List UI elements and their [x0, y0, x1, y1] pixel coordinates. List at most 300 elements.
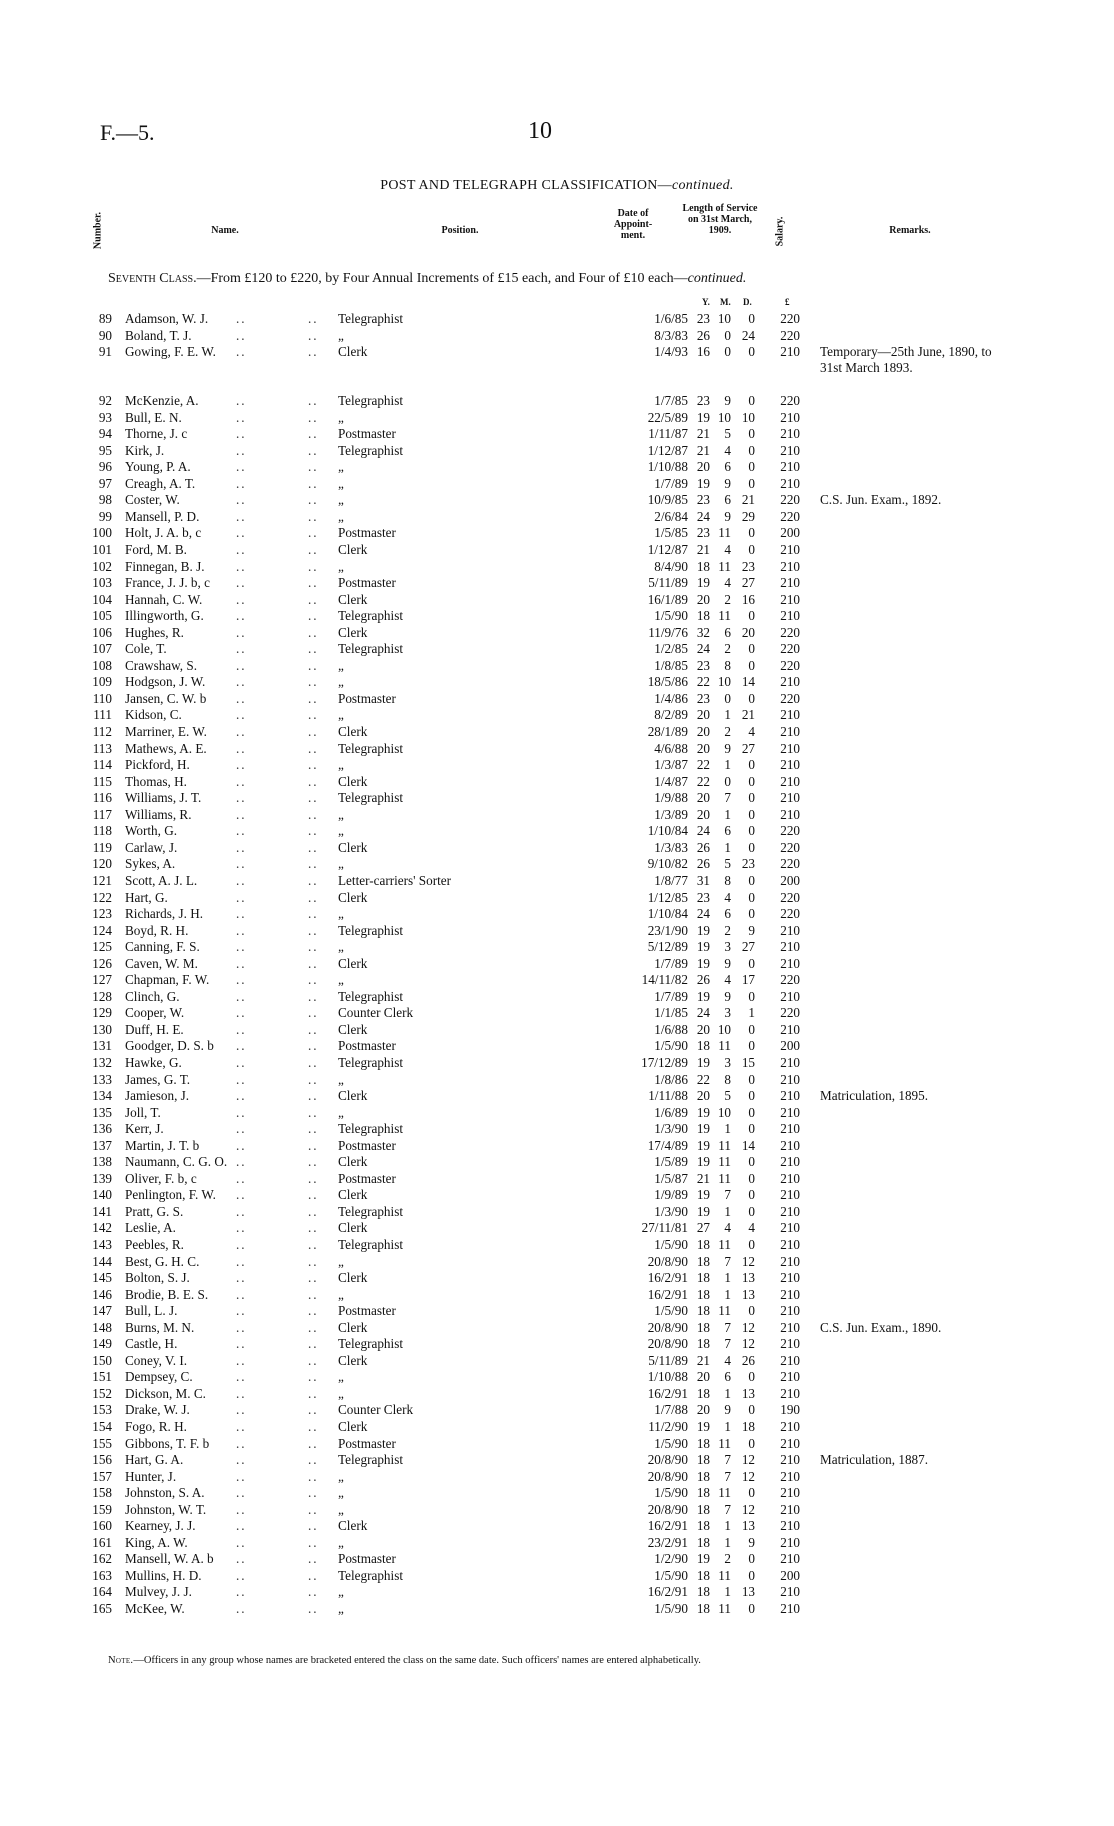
row-years: 18	[696, 1518, 710, 1534]
row-days: 12	[741, 1319, 755, 1335]
row-name: Joll, T.	[125, 1104, 161, 1120]
row-date: 1/7/89	[654, 955, 688, 971]
row-name: Finnegan, B. J.	[125, 558, 205, 574]
row-position: „	[338, 327, 344, 343]
row-date: 1/5/90	[654, 1435, 688, 1451]
row-salary: 210	[780, 1187, 800, 1203]
row-days: 0	[748, 906, 755, 922]
leader-dots: ..	[308, 1071, 319, 1087]
table-row	[0, 972, 1114, 989]
row-years: 24	[696, 508, 710, 524]
row-months: 6	[724, 492, 731, 508]
row-days: 12	[741, 1501, 755, 1517]
row-position: „	[338, 508, 344, 524]
row-days: 26	[741, 1352, 755, 1368]
leader-dots: ..	[236, 1121, 247, 1137]
table-row	[0, 426, 1114, 443]
row-days: 4	[748, 1220, 755, 1236]
row-number: 160	[92, 1518, 112, 1534]
row-position: „	[338, 1286, 344, 1302]
table-row	[0, 1485, 1114, 1502]
row-years: 18	[696, 1385, 710, 1401]
leader-dots: ..	[236, 1468, 247, 1484]
row-years: 20	[696, 790, 710, 806]
class-range: —From £120 to £220, by Four Annual Increments of £15 each, and Four of £10 each—	[196, 271, 688, 286]
row-name: Kearney, J. J.	[125, 1518, 196, 1534]
row-years: 20	[696, 1402, 710, 1418]
row-date: 4/6/88	[654, 740, 688, 756]
row-number: 133	[92, 1071, 112, 1087]
table-row	[0, 873, 1114, 890]
row-days: 0	[748, 1303, 755, 1319]
table-row	[0, 476, 1114, 493]
row-months: 0	[724, 690, 731, 706]
row-years: 18	[696, 608, 710, 624]
leader-dots: ..	[308, 475, 319, 491]
row-years: 18	[696, 1452, 710, 1468]
row-salary: 220	[780, 839, 800, 855]
row-number: 124	[92, 922, 112, 938]
row-months: 1	[724, 839, 731, 855]
row-number: 157	[92, 1468, 112, 1484]
row-years: 23	[696, 311, 710, 326]
row-salary: 220	[780, 327, 800, 343]
leader-dots: ..	[308, 1137, 319, 1153]
row-salary: 200	[780, 1567, 800, 1583]
row-name: Naumann, C. G. O.	[125, 1154, 228, 1170]
row-date: 17/12/89	[641, 1054, 688, 1070]
column-header-name: Name.	[211, 225, 239, 236]
table-row	[0, 592, 1114, 609]
row-days: 0	[748, 790, 755, 806]
row-date: 1/10/88	[647, 459, 688, 475]
row-name: McKee, W.	[125, 1601, 185, 1617]
row-position: Telegraphist	[338, 608, 403, 624]
row-months: 11	[718, 1236, 731, 1252]
row-date: 1/5/90	[654, 1485, 688, 1501]
row-date: 8/2/89	[654, 707, 688, 723]
row-number: 119	[92, 839, 112, 855]
row-name: Mullins, H. D.	[125, 1567, 202, 1583]
row-position: „	[338, 1601, 344, 1617]
row-months: 10	[717, 1021, 731, 1037]
row-date: 8/4/90	[654, 558, 688, 574]
leader-dots: ..	[308, 542, 319, 558]
leader-dots: ..	[236, 409, 247, 425]
leader-dots: ..	[308, 674, 319, 690]
leader-dots: ..	[308, 1551, 319, 1567]
row-number: 159	[92, 1501, 112, 1517]
leader-dots: ..	[236, 1369, 247, 1385]
row-salary: 210	[780, 790, 800, 806]
leader-dots: ..	[308, 757, 319, 773]
row-salary: 220	[780, 393, 800, 409]
table-row	[0, 344, 1114, 393]
title-text: POST AND TELEGRAPH CLASSIFICATION—	[380, 178, 672, 193]
table-row	[0, 890, 1114, 907]
row-position: Clerk	[338, 1270, 368, 1286]
row-days: 17	[741, 972, 755, 988]
row-days: 16	[741, 591, 755, 607]
row-position: Postmaster	[338, 1137, 396, 1153]
row-date: 1/5/90	[654, 608, 688, 624]
table-row	[0, 1105, 1114, 1122]
row-position: Telegraphist	[338, 1236, 403, 1252]
leader-dots: ..	[308, 856, 319, 872]
table-row	[0, 1038, 1114, 1055]
leader-dots: ..	[236, 1534, 247, 1550]
row-name: Mansell, P. D.	[125, 508, 200, 524]
row-salary: 210	[780, 475, 800, 491]
table-row	[0, 641, 1114, 658]
row-number: 98	[98, 492, 112, 508]
row-salary: 220	[780, 856, 800, 872]
row-months: 5	[724, 856, 731, 872]
row-position: Clerk	[338, 889, 368, 905]
leader-dots: ..	[236, 790, 247, 806]
row-number: 127	[92, 972, 112, 988]
leader-dots: ..	[308, 1369, 319, 1385]
row-years: 19	[696, 939, 710, 955]
table-row	[0, 509, 1114, 526]
row-date: 1/4/87	[654, 773, 688, 789]
row-name: Chapman, F. W.	[125, 972, 210, 988]
row-months: 1	[724, 1534, 731, 1550]
row-years: 19	[696, 1203, 710, 1219]
row-salary: 210	[780, 1170, 800, 1186]
row-date: 1/7/88	[654, 1402, 688, 1418]
row-name: Young, P. A.	[125, 459, 191, 475]
leader-dots: ..	[308, 1005, 319, 1021]
staff-table	[0, 311, 1114, 1618]
leader-dots: ..	[236, 608, 247, 624]
leader-dots: ..	[308, 1303, 319, 1319]
row-days: 0	[748, 641, 755, 657]
row-date: 1/3/90	[654, 1121, 688, 1137]
row-name: Jansen, C. W. b	[125, 690, 207, 706]
row-years: 24	[696, 906, 710, 922]
row-months: 1	[724, 1518, 731, 1534]
leader-dots: ..	[308, 575, 319, 591]
leader-dots: ..	[236, 773, 247, 789]
row-position: Postmaster	[338, 1170, 396, 1186]
row-date: 23/2/91	[647, 1534, 688, 1550]
row-number: 106	[92, 624, 112, 640]
row-months: 11	[718, 1303, 731, 1319]
row-salary: 200	[780, 1038, 800, 1054]
leader-dots: ..	[308, 1021, 319, 1037]
row-name: Hughes, R.	[125, 624, 184, 640]
table-row	[0, 1088, 1114, 1105]
leader-dots: ..	[308, 1253, 319, 1269]
row-salary: 210	[780, 1352, 800, 1368]
row-salary: 210	[780, 1601, 800, 1617]
row-days: 23	[741, 856, 755, 872]
leader-dots: ..	[236, 1352, 247, 1368]
row-years: 20	[696, 806, 710, 822]
row-months: 11	[718, 1435, 731, 1451]
row-days: 0	[748, 1402, 755, 1418]
leader-dots: ..	[308, 1170, 319, 1186]
row-position: „	[338, 939, 344, 955]
row-years: 18	[696, 1468, 710, 1484]
leader-dots: ..	[308, 1286, 319, 1302]
row-position: Telegraphist	[338, 311, 403, 326]
leader-dots: ..	[308, 922, 319, 938]
row-years: 23	[696, 889, 710, 905]
row-months: 2	[724, 641, 731, 657]
row-months: 10	[717, 1104, 731, 1120]
row-days: 0	[748, 1567, 755, 1583]
table-row	[0, 1055, 1114, 1072]
leader-dots: ..	[308, 525, 319, 541]
row-name: Dickson, M. C.	[125, 1385, 206, 1401]
row-position: Clerk	[338, 542, 368, 558]
row-years: 19	[696, 409, 710, 425]
row-months: 7	[724, 1319, 731, 1335]
leader-dots: ..	[236, 1236, 247, 1252]
row-years: 31	[696, 872, 710, 888]
row-number: 123	[92, 906, 112, 922]
row-position: Telegraphist	[338, 1203, 403, 1219]
leader-dots: ..	[236, 459, 247, 475]
row-name: Martin, J. T. b	[125, 1137, 200, 1153]
table-row	[0, 1287, 1114, 1304]
row-number: 115	[92, 773, 112, 789]
row-years: 18	[696, 1303, 710, 1319]
row-number: 103	[92, 575, 112, 591]
row-number: 114	[92, 757, 112, 773]
row-position: Telegraphist	[338, 790, 403, 806]
row-number: 99	[98, 508, 112, 524]
row-name: Kidson, C.	[125, 707, 182, 723]
row-position: „	[338, 1385, 344, 1401]
footnote	[108, 1655, 701, 1666]
leader-dots: ..	[308, 1270, 319, 1286]
row-salary: 210	[780, 1501, 800, 1517]
leader-dots: ..	[308, 740, 319, 756]
leader-dots: ..	[236, 1154, 247, 1170]
table-row	[0, 1402, 1114, 1419]
leader-dots: ..	[308, 1468, 319, 1484]
row-salary: 210	[780, 442, 800, 458]
row-days: 0	[748, 955, 755, 971]
row-name: James, G. T.	[125, 1071, 191, 1087]
row-name: Leslie, A.	[125, 1220, 176, 1236]
row-date: 16/2/91	[647, 1584, 688, 1600]
row-name: Coster, W.	[125, 492, 180, 508]
row-months: 11	[718, 608, 731, 624]
column-header-salary: Salary.	[774, 216, 786, 247]
column-header-remarks: Remarks.	[889, 225, 931, 236]
row-date: 23/1/90	[647, 922, 688, 938]
row-position: Telegraphist	[338, 922, 403, 938]
row-date: 1/7/85	[654, 393, 688, 409]
row-date: 1/5/89	[654, 1154, 688, 1170]
row-position: Postmaster	[338, 525, 396, 541]
row-number: 92	[98, 393, 112, 409]
row-salary: 220	[780, 624, 800, 640]
row-months: 6	[724, 624, 731, 640]
table-row	[0, 1336, 1114, 1353]
row-name: Hannah, C. W.	[125, 591, 203, 607]
row-name: Bolton, S. J.	[125, 1270, 190, 1286]
row-years: 18	[696, 1501, 710, 1517]
row-salary: 210	[780, 806, 800, 822]
row-name: Scott, A. J. L.	[125, 872, 198, 888]
row-date: 8/3/83	[654, 327, 688, 343]
leader-dots: ..	[308, 1518, 319, 1534]
table-row	[0, 774, 1114, 791]
row-years: 24	[696, 1005, 710, 1021]
row-name: Dempsey, C.	[125, 1369, 193, 1385]
leader-dots: ..	[308, 492, 319, 508]
row-salary: 220	[780, 1005, 800, 1021]
row-months: 10	[717, 311, 731, 326]
row-days: 0	[748, 475, 755, 491]
row-months: 4	[724, 575, 731, 591]
row-salary: 210	[780, 1518, 800, 1534]
leader-dots: ..	[308, 608, 319, 624]
leader-dots: ..	[308, 955, 319, 971]
row-date: 1/5/90	[654, 1303, 688, 1319]
row-number: 122	[92, 889, 112, 905]
row-date: 1/11/87	[648, 426, 688, 442]
table-row	[0, 443, 1114, 460]
leader-dots: ..	[236, 542, 247, 558]
leader-dots: ..	[308, 426, 319, 442]
table-row	[0, 625, 1114, 642]
row-days: 0	[748, 872, 755, 888]
row-salary: 210	[780, 922, 800, 938]
table-row	[0, 1601, 1114, 1618]
row-salary: 210	[780, 773, 800, 789]
leader-dots: ..	[236, 939, 247, 955]
table-row	[0, 1535, 1114, 1552]
row-position: Telegraphist	[338, 1336, 403, 1352]
leader-dots: ..	[236, 1170, 247, 1186]
row-years: 21	[696, 1352, 710, 1368]
row-days: 0	[748, 1551, 755, 1567]
row-name: Best, G. H. C.	[125, 1253, 200, 1269]
leader-dots: ..	[236, 806, 247, 822]
row-days: 0	[748, 773, 755, 789]
row-years: 19	[696, 1187, 710, 1203]
row-number: 95	[98, 442, 112, 458]
row-months: 0	[724, 344, 731, 360]
table-row	[0, 1568, 1114, 1585]
row-days: 0	[748, 1021, 755, 1037]
row-date: 1/12/85	[647, 889, 688, 905]
row-date: 18/5/86	[647, 674, 688, 690]
leader-dots: ..	[236, 1303, 247, 1319]
row-position: Clerk	[338, 591, 368, 607]
row-years: 26	[696, 839, 710, 855]
row-date: 11/9/76	[648, 624, 688, 640]
row-years: 19	[696, 1054, 710, 1070]
table-row	[0, 1254, 1114, 1271]
leader-dots: ..	[236, 1385, 247, 1401]
row-years: 18	[696, 1584, 710, 1600]
row-years: 19	[696, 1154, 710, 1170]
row-years: 18	[696, 1319, 710, 1335]
table-row	[0, 328, 1114, 345]
leader-dots: ..	[308, 724, 319, 740]
row-months: 2	[724, 591, 731, 607]
row-name: Drake, W. J.	[125, 1402, 190, 1418]
leader-dots: ..	[236, 624, 247, 640]
leader-dots: ..	[308, 409, 319, 425]
leader-dots: ..	[308, 707, 319, 723]
row-number: 161	[92, 1534, 112, 1550]
table-row	[0, 559, 1114, 576]
row-months: 4	[724, 889, 731, 905]
page-code: F.—5.	[100, 120, 155, 145]
row-number: 142	[92, 1220, 112, 1236]
leader-dots: ..	[308, 657, 319, 673]
row-months: 8	[724, 1071, 731, 1087]
table-row	[0, 1022, 1114, 1039]
row-days: 27	[741, 939, 755, 955]
table-row	[0, 492, 1114, 509]
row-salary: 210	[780, 608, 800, 624]
table-row	[0, 1452, 1114, 1469]
row-salary: 210	[780, 740, 800, 756]
row-years: 19	[696, 575, 710, 591]
leader-dots: ..	[308, 773, 319, 789]
row-name: France, J. J. b, c	[125, 575, 210, 591]
leader-dots: ..	[308, 1121, 319, 1137]
row-name: Adamson, W. J.	[125, 311, 209, 326]
row-days: 0	[748, 1154, 755, 1170]
row-days: 0	[748, 757, 755, 773]
leader-dots: ..	[236, 1452, 247, 1468]
row-position: Postmaster	[338, 1038, 396, 1054]
row-months: 11	[718, 1154, 731, 1170]
row-salary: 210	[780, 724, 800, 740]
row-date: 1/5/90	[654, 1236, 688, 1252]
row-name: Hart, G. A.	[125, 1452, 184, 1468]
row-salary: 220	[780, 508, 800, 524]
row-salary: 210	[780, 1303, 800, 1319]
row-months: 9	[724, 988, 731, 1004]
row-days: 1	[748, 1005, 755, 1021]
row-days: 0	[748, 344, 755, 360]
row-years: 20	[696, 1021, 710, 1037]
row-date: 1/8/77	[654, 872, 688, 888]
row-salary: 210	[780, 1021, 800, 1037]
row-years: 18	[696, 1236, 710, 1252]
leader-dots: ..	[308, 442, 319, 458]
row-salary: 210	[780, 459, 800, 475]
page-title	[0, 178, 1114, 194]
leader-dots: ..	[236, 575, 247, 591]
row-years: 18	[696, 1253, 710, 1269]
leader-dots: ..	[236, 1336, 247, 1352]
row-position: „	[338, 492, 344, 508]
row-name: Mulvey, J. J.	[125, 1584, 192, 1600]
row-months: 11	[718, 1601, 731, 1617]
ymd-y-label: Y.	[702, 297, 710, 307]
row-months: 3	[724, 1005, 731, 1021]
row-years: 18	[696, 1601, 710, 1617]
row-date: 1/7/89	[654, 475, 688, 491]
row-date: 5/12/89	[647, 939, 688, 955]
table-row	[0, 1154, 1114, 1171]
row-months: 7	[724, 1501, 731, 1517]
row-days: 0	[748, 806, 755, 822]
leader-dots: ..	[308, 1187, 319, 1203]
